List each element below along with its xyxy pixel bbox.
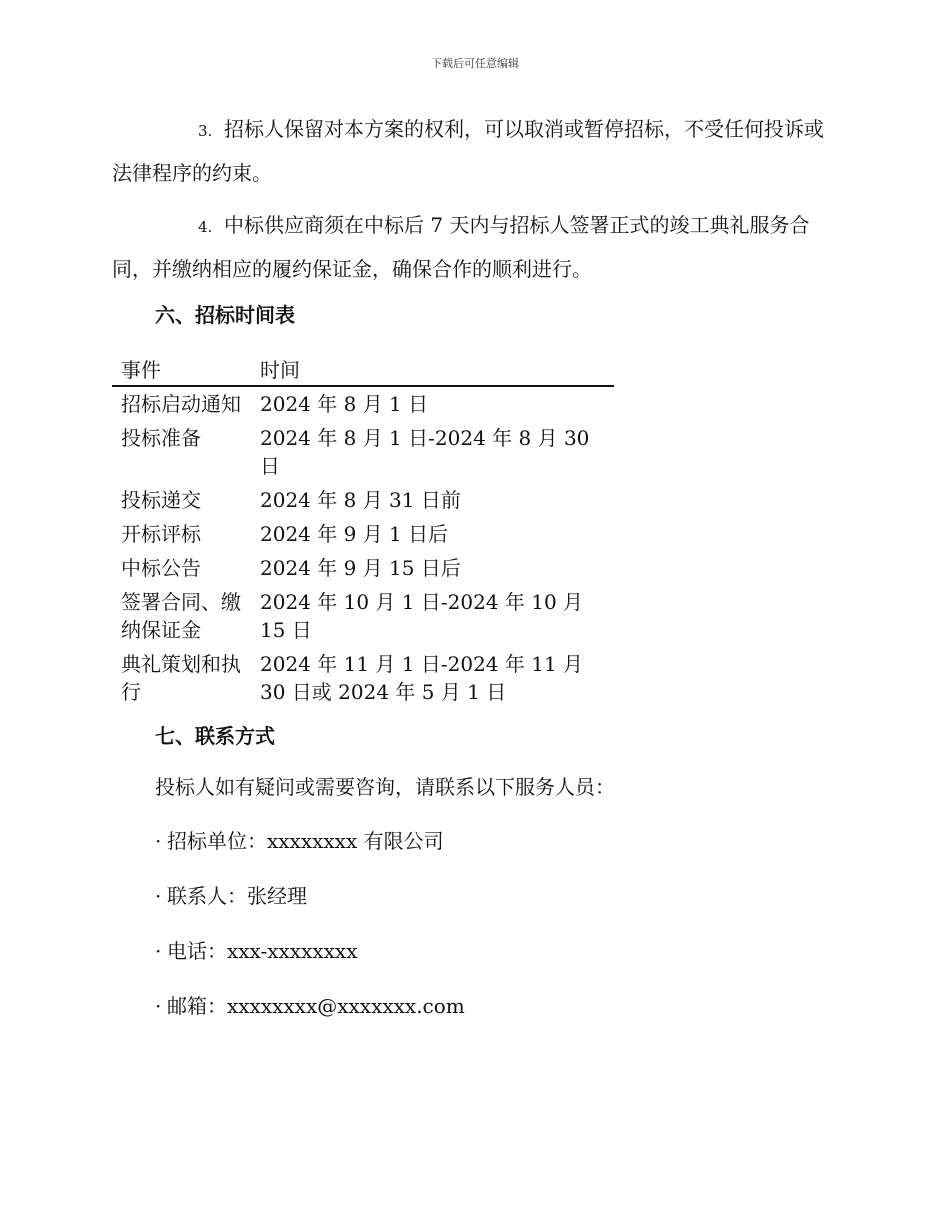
event-cell: 中标公告	[121, 556, 201, 580]
time-cell: 2024 年 11 月 1 日-2024 年 11 月 30 日或 2024 年 5 月 1 日	[260, 652, 584, 704]
event-cell: 签署合同、缴纳保证金	[121, 590, 241, 642]
time-cell: 2024 年 10 月 1 日-2024 年 10 月 15 日	[260, 590, 584, 642]
contact-intro: 投标人如有疑问或需要咨询，请联系以下服务人员：	[155, 775, 615, 799]
table-row	[112, 483, 614, 517]
table-row	[112, 585, 614, 647]
time-cell: 2024 年 9 月 15 日后	[260, 556, 461, 580]
bullet-mark: ·	[155, 884, 162, 908]
column-header-event: 事件	[112, 351, 251, 386]
contact-text: 联系人：张经理	[167, 884, 307, 908]
bullet-mark: ·	[155, 994, 162, 1018]
contact-item-phone	[155, 936, 832, 966]
table-row	[112, 386, 614, 421]
event-cell: 招标启动通知	[121, 392, 241, 416]
contact-item-company	[155, 826, 832, 856]
event-cell: 开标评标	[121, 522, 201, 546]
table-row	[112, 517, 614, 551]
document-body	[112, 108, 832, 1046]
time-cell: 2024 年 9 月 1 日后	[260, 522, 449, 546]
contact-text: 招标单位：xxxxxxxx 有限公司	[167, 829, 444, 853]
time-cell: 2024 年 8 月 31 日前	[260, 488, 461, 512]
paragraph-text: 中标供应商须在中标后 7 天内与招标人签署正式的竣工典礼服务合同，并缴纳相应的履约保证金，确保合作的顺利进行。	[112, 213, 810, 281]
section-heading-contact: 七、联系方式	[155, 724, 275, 748]
column-header-time: 时间	[251, 351, 614, 386]
schedule-table	[112, 351, 614, 709]
event-cell: 投标准备	[121, 426, 201, 450]
paragraph-item-4	[112, 204, 832, 290]
time-cell: 2024 年 8 月 1 日-2024 年 8 月 30 日	[260, 426, 590, 478]
time-cell: 2024 年 8 月 1 日	[260, 392, 429, 416]
contact-item-person	[155, 881, 832, 911]
contact-item-email	[155, 991, 832, 1021]
bullet-mark: ·	[155, 939, 162, 963]
page-header: 下载后可任意编辑	[431, 57, 519, 70]
bullet-mark: ·	[155, 829, 162, 853]
paragraph-text: 招标人保留对本方案的权利，可以取消或暂停招标，不受任何投诉或法律程序的约束。	[112, 117, 824, 185]
contact-text: 邮箱：xxxxxxxx@xxxxxxx.com	[167, 994, 465, 1018]
table-row	[112, 647, 614, 709]
table-header-row	[112, 351, 614, 386]
table-row	[112, 551, 614, 585]
contact-text: 电话：xxx-xxxxxxxx	[167, 939, 358, 963]
event-cell: 典礼策划和执行	[121, 652, 241, 704]
paragraph-item-3	[112, 108, 832, 194]
item-number: 3.	[198, 122, 213, 140]
section-heading-schedule: 六、招标时间表	[155, 303, 295, 327]
event-cell: 投标递交	[121, 488, 201, 512]
item-number: 4.	[198, 218, 213, 236]
table-row	[112, 421, 614, 483]
